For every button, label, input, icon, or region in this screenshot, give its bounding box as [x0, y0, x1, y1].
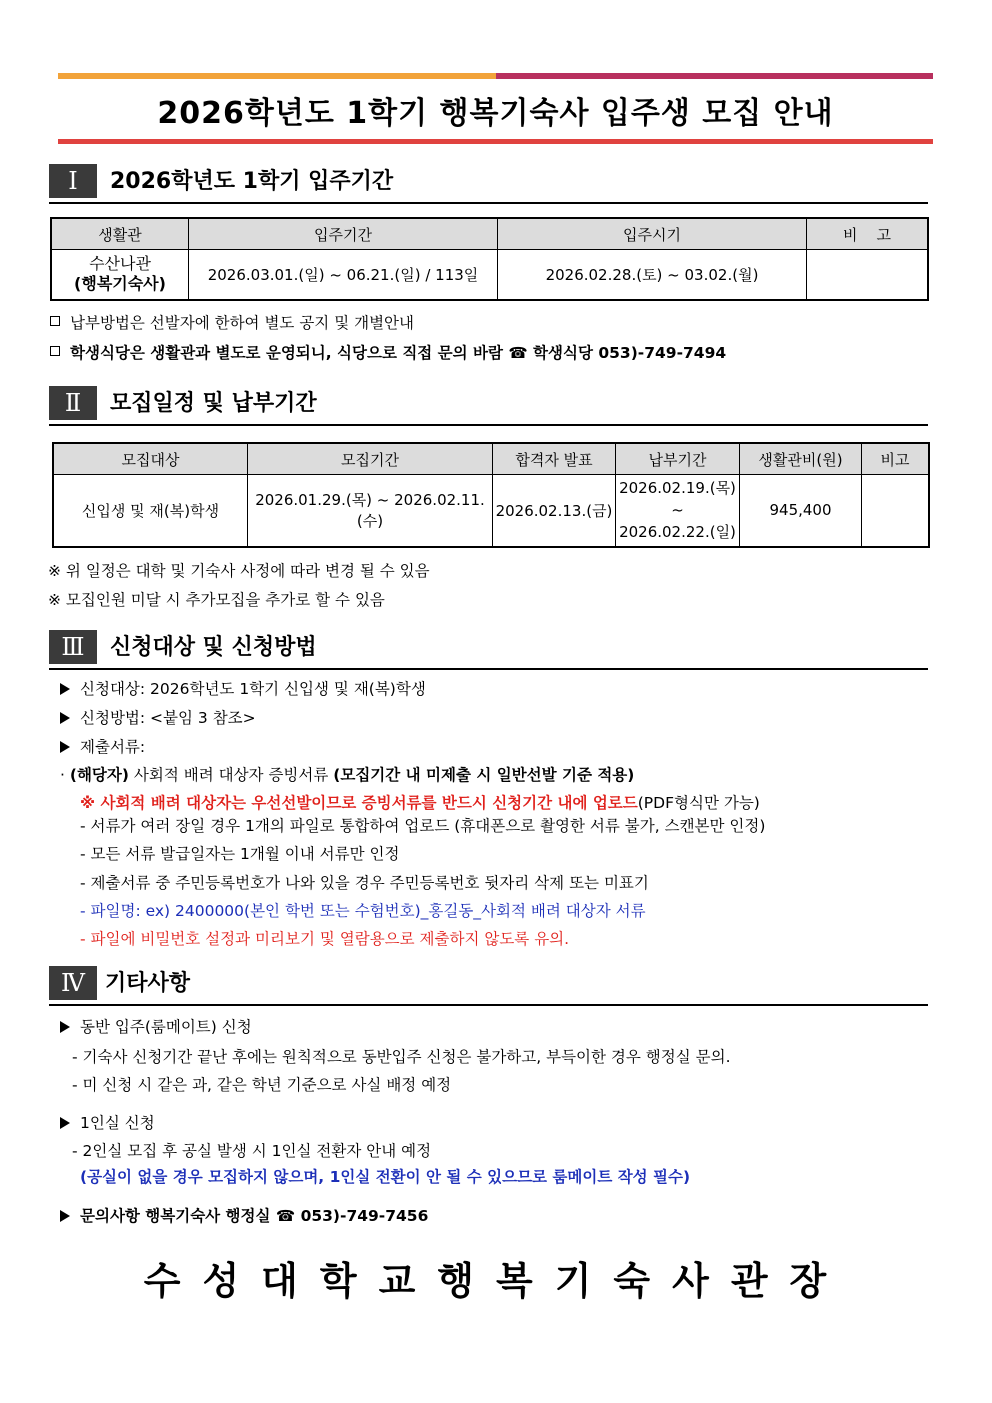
section-1-number: Ⅰ	[49, 164, 97, 198]
square-bullet-icon	[50, 316, 60, 326]
col-header-note: 비 고	[807, 218, 929, 250]
movein-cell: 2026.02.28.(토) ~ 03.02.(월)	[498, 250, 807, 300]
section-2-heading	[49, 386, 928, 426]
col-header-recruit-period: 모집기간	[248, 443, 493, 475]
title-underline-bar	[58, 139, 933, 144]
single-room-heading: 1인실 신청	[60, 1113, 155, 1133]
top-bar-orange	[58, 73, 496, 79]
section-4-title: 기타사항	[105, 971, 191, 996]
hall-cell	[51, 250, 189, 300]
col-header-fee: 생활관비(원)	[740, 443, 862, 475]
doc-line-3: - 서류가 여러 장일 경우 1개의 파일로 통합하여 업로드 (휴대폰으로 촬영한 서류 불가, 스캔본만 인정)	[80, 817, 766, 835]
table-row	[53, 475, 929, 547]
triangle-bullet-icon	[60, 1117, 70, 1129]
table-header-row	[53, 443, 929, 475]
doc-line-4: - 모든 서류 발급일자는 1개월 이내 서류만 인정	[80, 845, 400, 863]
roommate-heading: 동반 입주(룸메이트) 신청	[60, 1017, 252, 1037]
doc-line-5: - 제출서류 중 주민등록번호가 나와 있을 경우 주민등록번호 뒷자리 삭제 또는 미표기	[80, 874, 649, 892]
doc-line-1: · (해당자) 사회적 배려 대상자 증빙서류 (모집기간 내 미제출 시 일반선발 기준 적용)	[60, 766, 635, 784]
section-3-number: Ⅲ	[49, 630, 97, 664]
note-schedule-change: ※ 위 일정은 대학 및 기숙사 사정에 따라 변경 될 수 있음	[48, 562, 430, 580]
section-2-title: 모집일정 및 납부기간	[110, 391, 317, 416]
col-header-payment: 납부기간	[616, 443, 740, 475]
triangle-bullet-icon	[60, 712, 70, 724]
section-3-title: 신청대상 및 신청방법	[110, 635, 317, 660]
note-cell	[807, 250, 929, 300]
table-header-row	[51, 218, 928, 250]
triangle-bullet-icon	[60, 741, 70, 753]
hall-subname: (행복기숙사)	[74, 274, 166, 294]
single-room-line-2: (공실이 없을 경우 모집하지 않으며, 1인실 전환이 안 될 수 있으므로 룸메이트 작성 필수)	[80, 1168, 691, 1186]
top-bar-magenta	[496, 73, 933, 79]
roommate-line-2: - 미 신청 시 같은 과, 같은 학년 기준으로 사실 배정 예정	[72, 1076, 452, 1094]
roommate-line-1: - 기숙사 신청기간 끝난 후에는 원칙적으로 동반입주 신청은 불가하고, 부득이한 경우 행정실 문의.	[72, 1048, 731, 1066]
doc-line-6: - 파일명: ex) 2400000(본인 학번 또는 수험번호)_홍길동_사회적 배려 대상자 서류	[80, 902, 646, 920]
square-bullet-icon	[50, 346, 60, 356]
triangle-bullet-icon	[60, 683, 70, 695]
page-title: 2026학년도 1학기 행복기숙사 입주생 모집 안내	[157, 96, 834, 131]
contact-info: 문의사항 행복기숙사 행정실 ☎ 053)-749-7456	[60, 1206, 428, 1226]
announce-cell: 2026.02.13.(금)	[493, 475, 616, 547]
triangle-bullet-icon	[60, 1210, 70, 1222]
section-4-heading	[49, 966, 928, 1006]
note-additional-recruit: ※ 모집인원 미달 시 추가모집을 추가로 할 수 있음	[48, 591, 385, 609]
col-header-note: 비고	[862, 443, 930, 475]
note-cafeteria: 학생식당은 생활관과 별도로 운영되니, 식당으로 직접 문의 바람 ☎ 학생식당 053)-749-7494	[50, 343, 726, 363]
note-payment: 납부방법은 선발자에 한하여 별도 공지 및 개별안내	[50, 313, 414, 333]
doc-line-2: ※ 사회적 배려 대상자는 우선선발이므로 증빙서류를 반드시 신청기간 내에 업로드(PDF형식만 가능)	[80, 794, 760, 812]
period-cell: 2026.03.01.(일) ~ 06.21.(일) / 113일	[189, 250, 498, 300]
single-room-line-1: - 2인실 모집 후 공실 발생 시 1인실 전환자 안내 예정	[72, 1142, 432, 1160]
section-2-number: Ⅱ	[49, 386, 97, 420]
note-cell	[862, 475, 930, 547]
col-header-announce: 합격자 발표	[493, 443, 616, 475]
doc-line-7: - 파일에 비밀번호 설정과 미리보기 및 열람용으로 제출하지 않도록 유의.	[80, 930, 570, 948]
section-1-title: 2026학년도 1학기 입주기간	[110, 169, 394, 194]
col-header-movein: 입주시기	[498, 218, 807, 250]
target-cell: 신입생 및 재(복)학생	[53, 475, 248, 547]
section-4-number: Ⅳ	[49, 966, 97, 1000]
apply-target: 신청대상: 2026학년도 1학기 신입생 및 재(복)학생	[60, 679, 426, 699]
col-header-target: 모집대상	[53, 443, 248, 475]
section-3-heading	[49, 630, 928, 670]
table-row	[51, 250, 928, 300]
payment-cell: 2026.02.19.(목) ~ 2026.02.22.(일)	[616, 475, 740, 547]
top-color-bar	[58, 73, 933, 79]
recruitment-schedule-table	[52, 442, 930, 548]
residence-period-table	[50, 217, 929, 301]
recruit-period-cell: 2026.01.29.(목) ~ 2026.02.11.(수)	[248, 475, 493, 547]
col-header-hall: 생활관	[51, 218, 189, 250]
fee-cell: 945,400	[740, 475, 862, 547]
triangle-bullet-icon	[60, 1021, 70, 1033]
issuer-signature: 수성대학교행복기숙사관장	[143, 1259, 849, 1303]
col-header-period: 입주기간	[189, 218, 498, 250]
submit-docs: 제출서류:	[60, 737, 145, 757]
hall-name: 수산나관	[89, 254, 151, 274]
apply-method: 신청방법: <붙임 3 참조>	[60, 708, 256, 728]
section-1-heading	[49, 164, 928, 204]
